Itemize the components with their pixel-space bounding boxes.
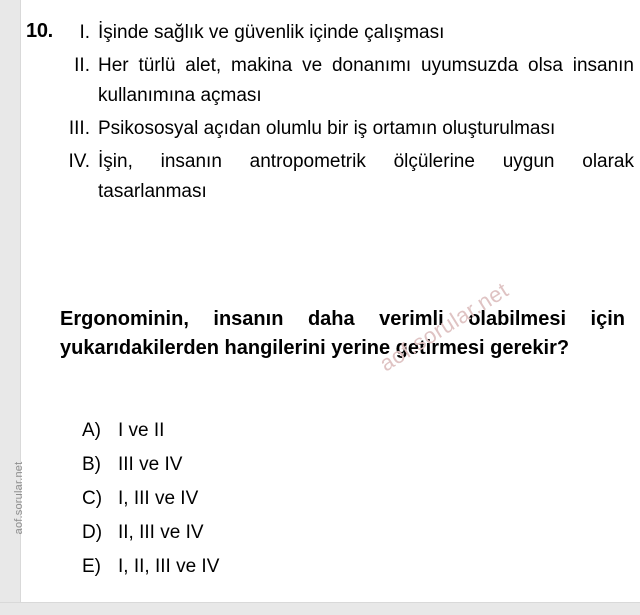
- stem-list: [64, 18, 634, 210]
- option-a[interactable]: [82, 420, 622, 442]
- option-e-text: I, II, III ve IV: [118, 556, 220, 577]
- left-margin-strip: [0, 0, 25, 615]
- option-d[interactable]: [82, 522, 622, 544]
- question-content: [20, 0, 640, 603]
- option-b-text: III ve IV: [118, 454, 183, 475]
- option-d-text: II, III ve IV: [118, 522, 204, 543]
- question-number: 10.: [26, 20, 53, 42]
- option-c-text: I, III ve IV: [118, 488, 199, 509]
- stem-item: [64, 51, 634, 111]
- stem-item-text: Psikososyal açıdan olumlu bir iş ortamın oluşturulması: [98, 118, 556, 139]
- stem-item-text: İşinde sağlık ve güvenlik içinde çalışması: [98, 22, 445, 43]
- option-d-letter: D): [82, 522, 103, 543]
- stem-item: [64, 18, 634, 48]
- stem-item: [64, 147, 634, 207]
- side-watermark: aof.sorular.net: [13, 461, 25, 535]
- bottom-margin-strip: [0, 602, 640, 615]
- stem-item-text: İşin, insanın antropometrik ölçülerine uygun olarak tasarlanması: [98, 151, 634, 202]
- option-c-letter: C): [82, 488, 103, 509]
- option-b[interactable]: [82, 454, 622, 476]
- option-a-text: I ve II: [118, 420, 165, 441]
- stem-item-roman: IV.: [68, 151, 90, 172]
- stem-item-roman: III.: [68, 118, 90, 139]
- option-b-letter: B): [82, 454, 101, 475]
- option-e-letter: E): [82, 556, 101, 577]
- option-e[interactable]: [82, 556, 622, 578]
- stem-item-roman: I.: [79, 22, 90, 43]
- page-watermark: aof.sorular.net: [375, 277, 513, 377]
- question-prompt: Ergonominin, insanın daha verimli olabilmesi için yukarıdakilerden hangilerini yerine getirmesi gerekir?: [60, 308, 625, 359]
- stem-item-text: Her türlü alet, makina ve donanımı uyumsuzda olsa insanın kullanımına açması: [98, 55, 634, 106]
- option-c[interactable]: [82, 488, 622, 510]
- stem-item-roman: II.: [74, 55, 90, 76]
- options-list: [82, 420, 622, 590]
- option-a-letter: A): [82, 420, 101, 441]
- stem-item: [64, 114, 634, 144]
